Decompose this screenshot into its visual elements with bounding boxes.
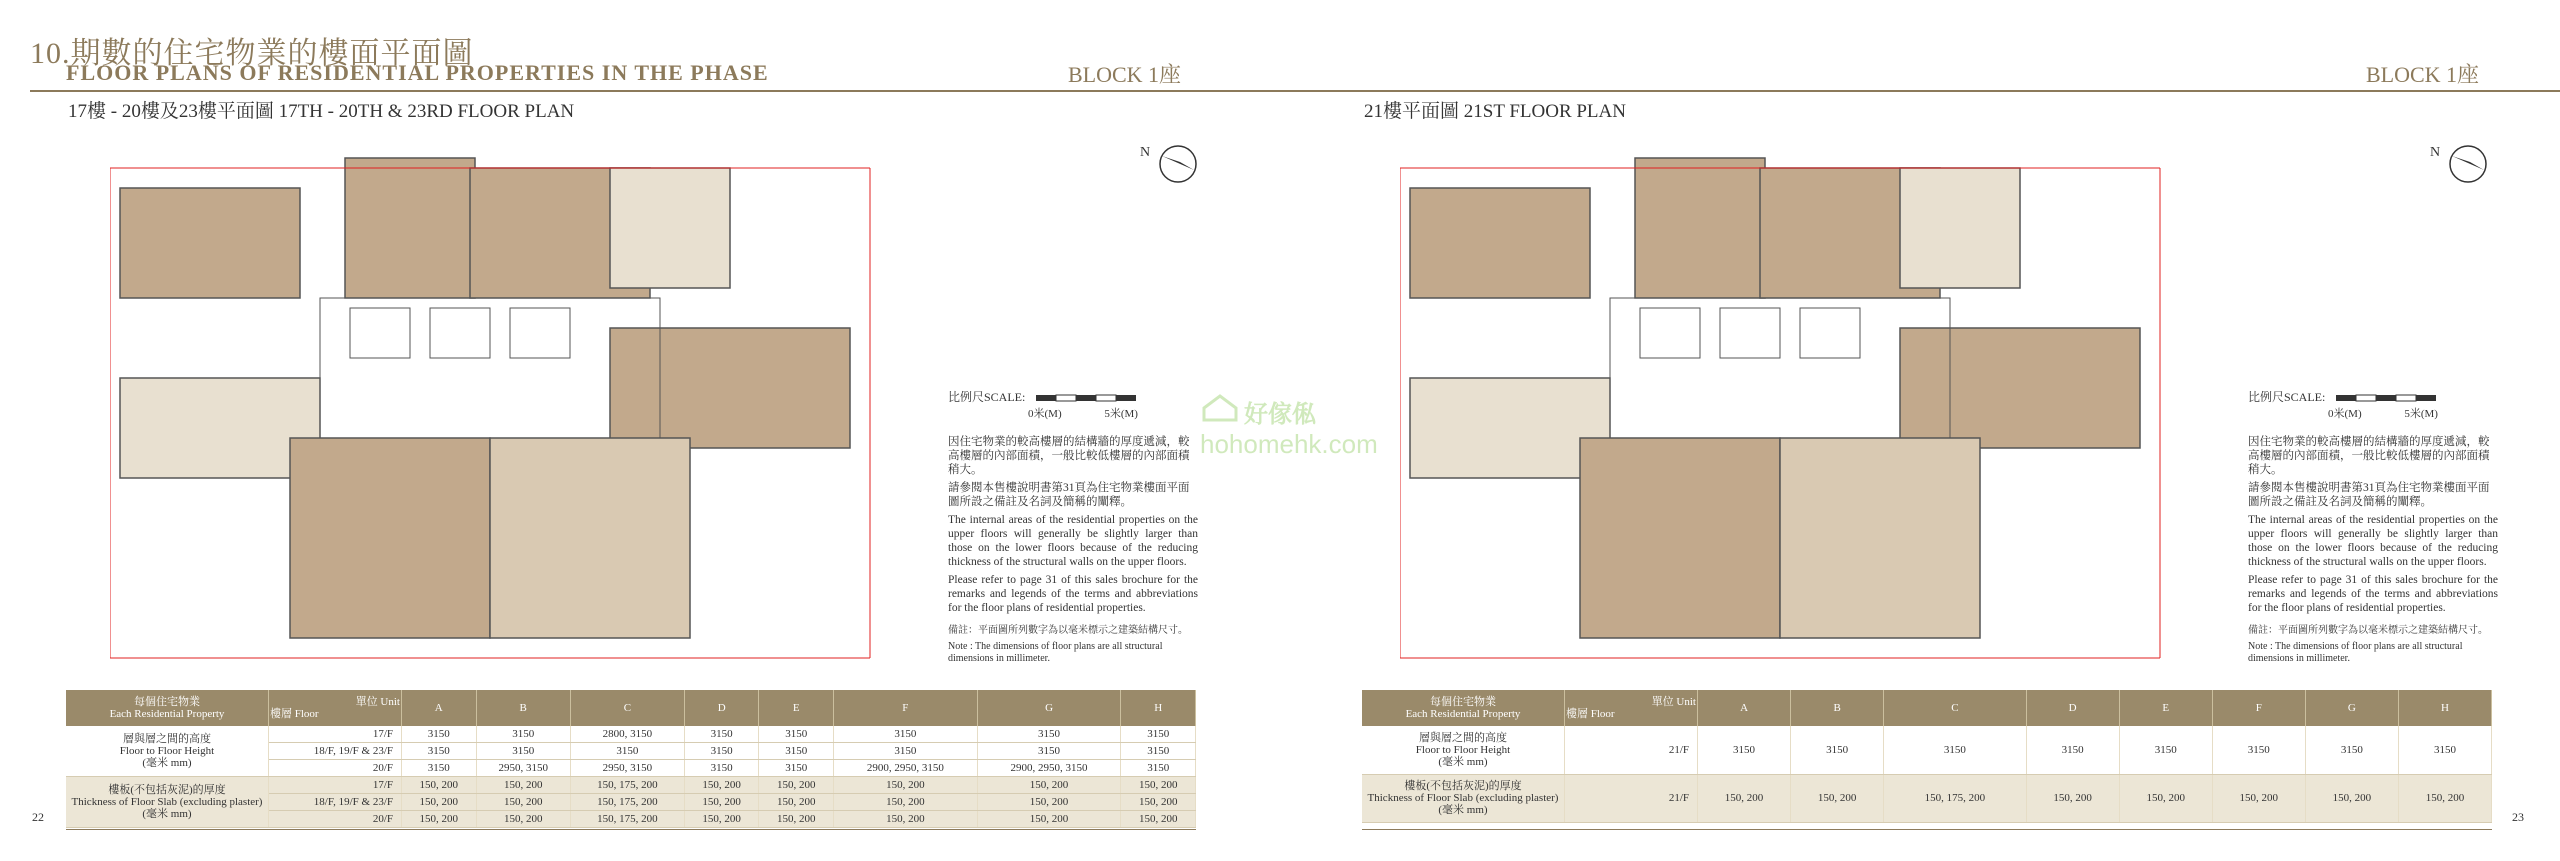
table-row: 20/F 150, 200 150, 200 150, 175, 200 150, 200 150, 200 150, 200 150, 200 150, 200 xyxy=(66,811,1196,828)
col-unit-c: C xyxy=(570,690,684,726)
table-row: 樓板(不包括灰泥)的厚度 Thickness of Floor Slab (excluding plaster) (毫米 mm) 21/F 150, 200 150, 200 150, 175, 200 150, 200 150, 200 150, 200 150, 200 150, 200 xyxy=(1362,774,2492,822)
scale-label: 比例尺SCALE: xyxy=(948,390,1026,404)
header-unit-floor: 單位 Unit 樓層 Floor xyxy=(1565,690,1698,726)
note-fine-en: Note : The dimensions of floor plans are all structural dimensions in millimeter. xyxy=(948,641,1163,664)
note-zh-2: 請參閱本售樓說明書第31頁為住宅物業樓面平面圖所設之備註及名詞及簡稱的闡釋。 xyxy=(948,482,1190,508)
col-unit-c: C xyxy=(1884,690,2026,726)
scale-label: 比例尺SCALE: xyxy=(2248,390,2326,404)
note-en-2: Please refer to page 31 of this sales brochure for the remarks and legends of the terms and abbreviations for the floor plans of residential properties. xyxy=(948,574,1198,614)
north-arrow-icon xyxy=(1140,140,1200,195)
scale-zero: 0米(M) xyxy=(2328,408,2362,420)
note-fine-zh: 備註：平面圖所列數字為以毫米標示之建築結構尺寸。 xyxy=(948,625,1188,636)
col-unit-a: A xyxy=(1698,690,1791,726)
page-number-right: 23 xyxy=(2512,810,2524,824)
col-unit-g: G xyxy=(977,690,1121,726)
footer-divider xyxy=(66,829,1196,830)
block-label-right: BLOCK 1座 xyxy=(2366,62,2480,87)
note-zh-1: 因住宅物業的較高樓層的結構牆的厚度遞減，較高樓層的內部面積，一般比較低樓層的內部面積稍大。 xyxy=(948,436,1190,476)
note-en-1: The internal areas of the residential properties on the upper floors will generally be slightly larger than those on the lower floors because of the reducing thickness of the structural walls on the upper floors. xyxy=(948,514,1198,568)
notes-left xyxy=(948,435,1198,669)
col-unit-b: B xyxy=(476,690,570,726)
block-label-left: BLOCK 1座 xyxy=(1068,62,1182,87)
note-zh-1: 因住宅物業的較高樓層的結構牆的厚度遞減，較高樓層的內部面積，一般比較低樓層的內部面積稍大。 xyxy=(2248,436,2490,476)
north-arrow-icon xyxy=(2430,140,2490,195)
table-header-row xyxy=(1362,690,2492,726)
watermark-zh: 好傢俬 xyxy=(1244,401,1316,428)
table-header-row xyxy=(66,690,1196,726)
table-row: 層與層之間的高度 Floor to Floor Height (毫米 mm) 21/F 3150 3150 3150 3150 3150 3150 3150 3150 xyxy=(1362,726,2492,774)
note-fine-en: Note : The dimensions of floor plans are all structural dimensions in millimeter. xyxy=(2248,641,2463,664)
floor-height-table-left xyxy=(66,690,1196,828)
floor-plan-17-20-23 xyxy=(110,128,1060,668)
scale-five: 5米(M) xyxy=(1104,408,1138,420)
height-label: 層與層之間的高度 Floor to Floor Height (毫米 mm) xyxy=(1362,726,1565,774)
scale-zero: 0米(M) xyxy=(1028,408,1062,420)
slab-label: 樓板(不包括灰泥)的厚度 Thickness of Floor Slab (excluding plaster) (毫米 mm) xyxy=(66,777,269,828)
header-property: 每個住宅物業 Each Residential Property xyxy=(66,690,269,726)
section-title-en: FLOOR PLANS OF RESIDENTIAL PROPERTIES IN THE PHASE xyxy=(66,60,769,85)
col-unit-d: D xyxy=(684,690,759,726)
header-property: 每個住宅物業 Each Residential Property xyxy=(1362,690,1565,726)
col-unit-b: B xyxy=(1791,690,1884,726)
watermark-logo xyxy=(1200,392,1378,460)
table-row: 18/F, 19/F & 23/F 3150 3150 3150 3150 3150 3150 3150 3150 xyxy=(66,743,1196,760)
plan-subtitle-left: 17樓 - 20樓及23樓平面圖 17TH - 20TH & 23RD FLOOR PLAN xyxy=(68,101,575,122)
table-row: 樓板(不包括灰泥)的厚度 Thickness of Floor Slab (excluding plaster) (毫米 mm) 17/F 150, 200 150, 200 150, 175, 200 150, 200 150, 200 150, 200 150, 200 150, 200 xyxy=(66,777,1196,794)
floor-height-table-right xyxy=(1362,690,2492,823)
col-unit-e: E xyxy=(759,690,834,726)
note-fine-zh: 備註：平面圖所列數字為以毫米標示之建築結構尺寸。 xyxy=(2248,625,2488,636)
scale-legend-right xyxy=(2248,388,2438,421)
col-unit-h: H xyxy=(2398,690,2491,726)
col-unit-e: E xyxy=(2119,690,2212,726)
watermark-en: hohomehk.com xyxy=(1200,429,1378,459)
col-unit-d: D xyxy=(2026,690,2119,726)
page-number-left: 22 xyxy=(32,810,44,824)
scale-five: 5米(M) xyxy=(2404,408,2438,420)
house-icon xyxy=(1200,392,1240,422)
table-row: 層與層之間的高度 Floor to Floor Height (毫米 mm) 17/F 3150 3150 2800, 3150 3150 3150 3150 3150 3150 xyxy=(66,726,1196,743)
col-unit-a: A xyxy=(402,690,477,726)
section-title-zh: 10.期數的住宅物業的樓面平面圖 xyxy=(30,37,474,70)
header-unit-floor: 單位 Unit 樓層 Floor xyxy=(269,690,402,726)
col-unit-h: H xyxy=(1121,690,1196,726)
col-unit-g: G xyxy=(2305,690,2398,726)
note-en-2: Please refer to page 31 of this sales brochure for the remarks and legends of the terms and abbreviations for the floor plans of residential properties. xyxy=(2248,574,2498,614)
footer-divider xyxy=(1362,829,2492,830)
north-label: N xyxy=(2430,145,2441,160)
note-en-1: The internal areas of the residential properties on the upper floors will generally be slightly larger than those on the lower floors because of the reducing thickness of the structural walls on the upper floors. xyxy=(2248,514,2498,568)
header-divider xyxy=(30,90,2560,92)
col-unit-f: F xyxy=(2212,690,2305,726)
floor-plan-21 xyxy=(1400,128,2350,668)
note-zh-2: 請參閱本售樓說明書第31頁為住宅物業樓面平面圖所設之備註及名詞及簡稱的闡釋。 xyxy=(2248,482,2490,508)
plan-subtitle-right: 21樓平面圖 21ST FLOOR PLAN xyxy=(1364,101,1626,122)
slab-label: 樓板(不包括灰泥)的厚度 Thickness of Floor Slab (excluding plaster) (毫米 mm) xyxy=(1362,774,1565,822)
scale-bar-icon xyxy=(2336,393,2436,403)
scale-legend-left xyxy=(948,388,1138,421)
table-row: 20/F 3150 2950, 3150 2950, 3150 3150 3150 2900, 2950, 3150 2900, 2950, 3150 3150 xyxy=(66,760,1196,777)
north-label: N xyxy=(1140,145,1151,160)
height-label: 層與層之間的高度 Floor to Floor Height (毫米 mm) xyxy=(66,726,269,777)
notes-right xyxy=(2248,435,2498,669)
scale-bar-icon xyxy=(1036,393,1136,403)
col-unit-f: F xyxy=(834,690,978,726)
table-row: 18/F, 19/F & 23/F 150, 200 150, 200 150, 175, 200 150, 200 150, 200 150, 200 150, 200 150, 200 xyxy=(66,794,1196,811)
